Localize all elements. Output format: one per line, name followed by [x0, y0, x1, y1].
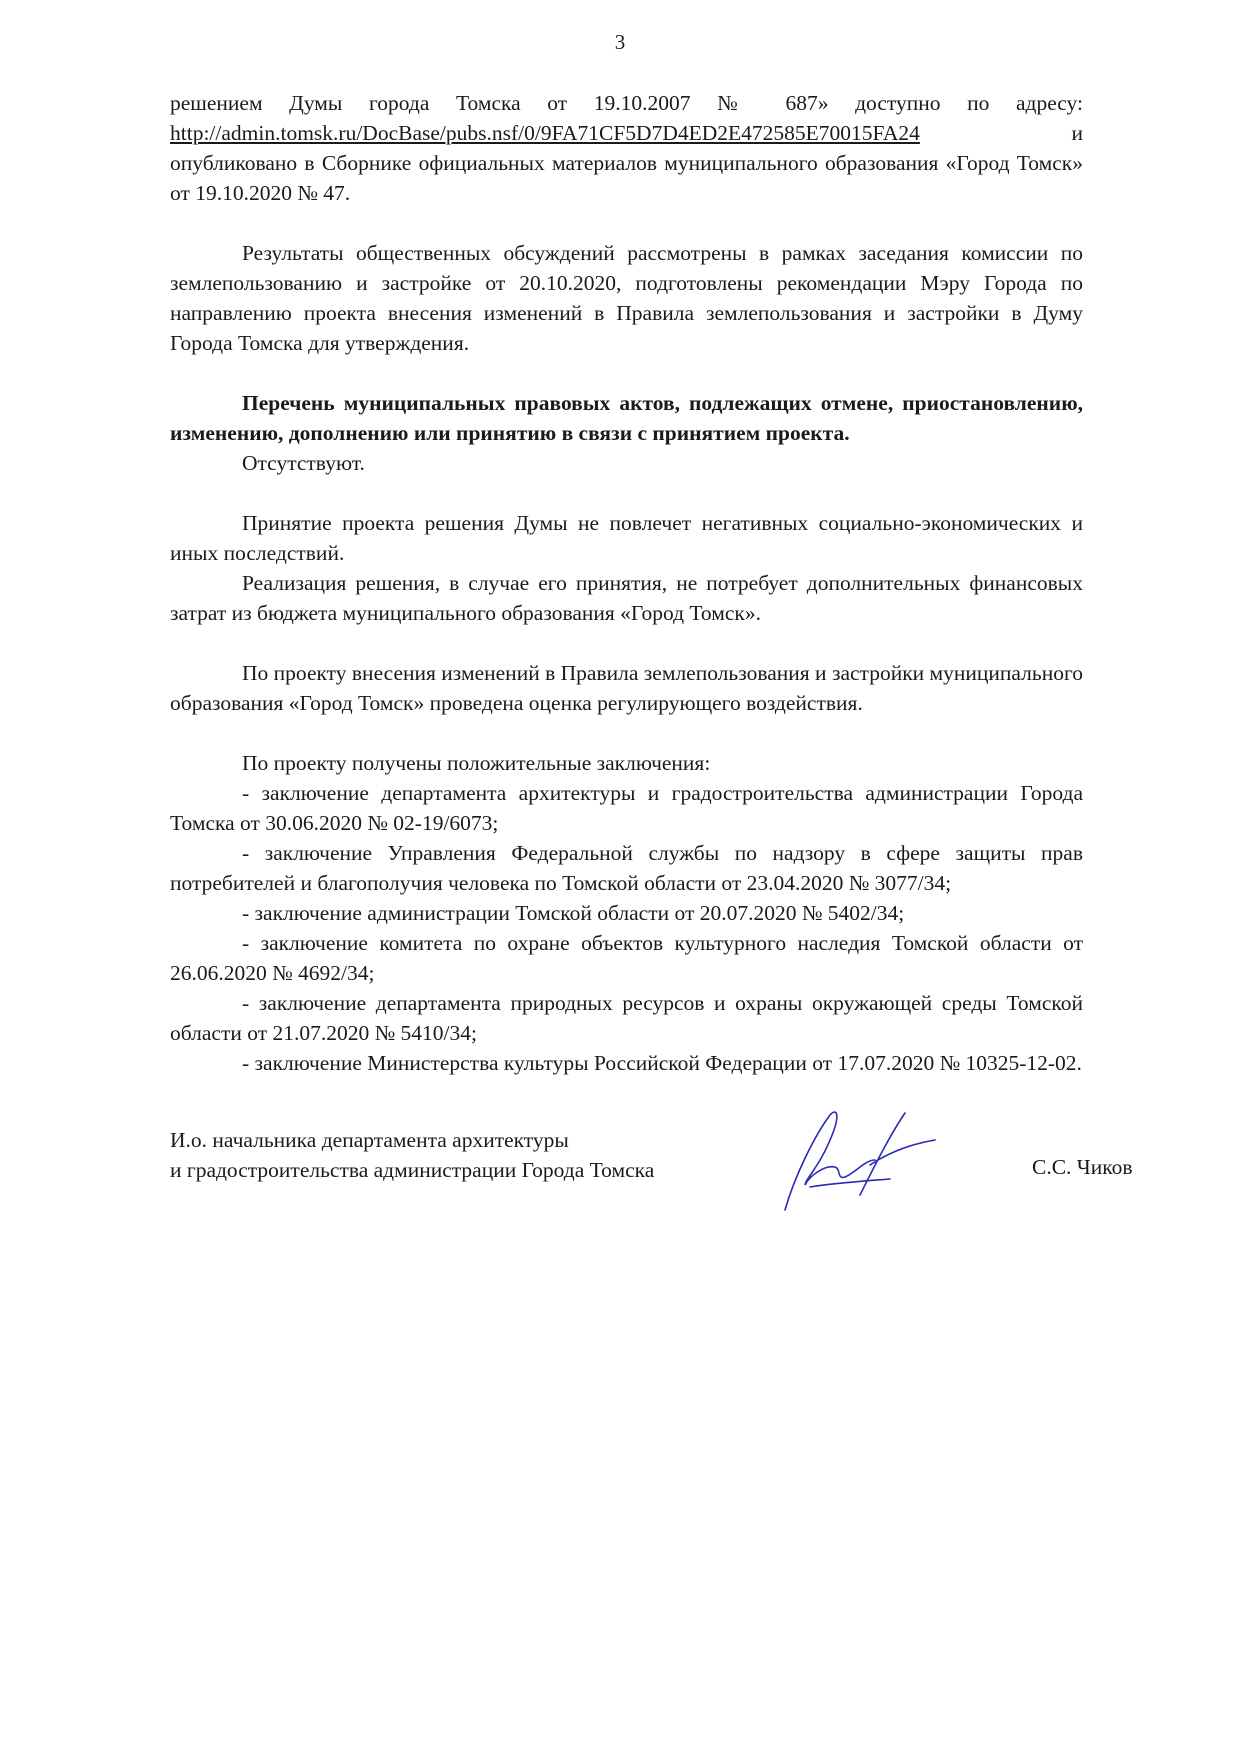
conclusion-item: - заключение комитета по охране объектов культурного наследия Томской области от 26.06.2020 № 4692/34;: [170, 931, 1083, 985]
conclusion-item: - заключение департамента архитектуры и градостроительства администрации Города Томска от 30.06.2020 № 02-19/6073;: [170, 781, 1083, 835]
paragraph-intro-line: решением Думы города Томска от 19.10.2007 № 687» доступно по адресу:: [170, 91, 1083, 115]
conclusion-item: - заключение Управления Федеральной службы по надзору в сфере защиты прав потребителей и благополучия человека по Томской области от 23.04.2020 № 3077/34;: [170, 841, 1083, 895]
signatory-name: С.С. Чиков: [1032, 1155, 1133, 1179]
signatory-position-line: и градостроительства администрации Города Томска: [170, 1158, 655, 1182]
paragraph-link-line: [170, 118, 1083, 148]
paragraph-conclusions-intro: По проекту получены положительные заключения:: [242, 751, 711, 775]
document-body: [170, 88, 1083, 1078]
paragraph-budget: Реализация решения, в случае его принятия, не потребует дополнительных финансовых затрат из бюджета муниципального образования «Город Томск».: [170, 571, 1083, 625]
signatory-position-line: И.о. начальника департамента архитектуры: [170, 1128, 569, 1152]
paragraph-consequences: Принятие проекта решения Думы не повлечет негативных социально-экономических и иных последствий.: [170, 511, 1083, 565]
conclusion-item: - заключение департамента природных ресурсов и охраны окружающей среды Томской области от 21.07.2020 № 5410/34;: [170, 991, 1083, 1045]
page-number: 3: [614, 30, 626, 54]
paragraph-absent: Отсутствуют.: [242, 451, 365, 475]
handwritten-signature-icon: [775, 1105, 955, 1215]
conclusion-item: - заключение администрации Томской области от 20.07.2020 № 5402/34;: [242, 901, 905, 925]
paragraph-results: Результаты общественных обсуждений рассмотрены в рамках заседания комиссии по землепользованию и застройке от 20.10.2020, подготовлены рекомендации Мэру Города по направлению проекта внесения изменений в Правила землепользования и застройки в Думу Города Томска для утверждения.: [170, 241, 1083, 355]
signatory-position: [170, 1125, 654, 1185]
document-link[interactable]: http://admin.tomsk.ru/DocBase/pubs.nsf/0/9FA71CF5D7D4ED2E472585E70015FA24: [170, 121, 920, 145]
signature-strokes: [785, 1112, 935, 1210]
link-tail: и: [1071, 121, 1083, 145]
conclusion-item: - заключение Министерства культуры Российской Федерации от 17.07.2020 № 10325-12-02.: [242, 1051, 1082, 1075]
section-heading-acts: Перечень муниципальных правовых актов, подлежащих отмене, приостановлению, изменению, дополнению или принятию в связи с принятием проекта.: [170, 391, 1083, 445]
paragraph-publication: опубликовано в Сборнике официальных материалов муниципального образования «Город Томск» от 19.10.2020 № 47.: [170, 151, 1083, 205]
paragraph-assessment: По проекту внесения изменений в Правила землепользования и застройки муниципального образования «Город Томск» проведена оценка регулирующего воздействия.: [170, 661, 1083, 715]
